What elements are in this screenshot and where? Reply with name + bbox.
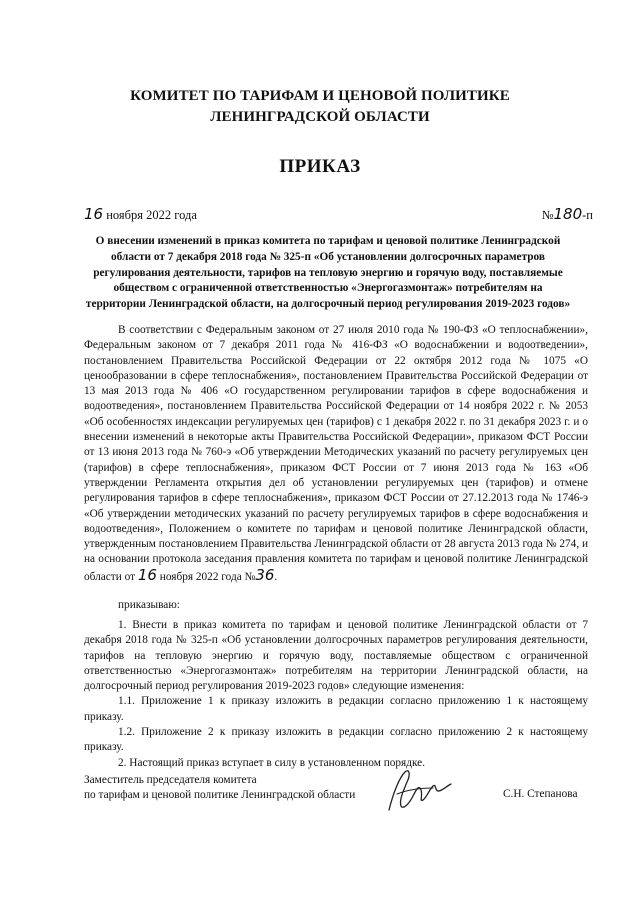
decree-word: приказываю: bbox=[118, 599, 180, 611]
org-name-line2: ЛЕНИНГРАДСКОЙ ОБЛАСТИ bbox=[210, 109, 430, 125]
handwritten-signature bbox=[383, 764, 455, 816]
document-number bbox=[542, 205, 593, 223]
signer-title-line2: по тарифам и ценовой политике Ленинградской области bbox=[84, 789, 356, 802]
preamble-end: . bbox=[274, 570, 278, 583]
signer-name: С.Н. Степанова bbox=[503, 788, 578, 800]
decree-item: 2. Настоящий приказ вступает в силу в установленном порядке. bbox=[118, 756, 426, 769]
number-suffix: -п bbox=[582, 208, 593, 222]
document-date bbox=[84, 205, 197, 223]
document-type: ПРИКАЗ bbox=[279, 156, 361, 177]
date-rest: ноября 2022 года bbox=[103, 208, 197, 222]
signer-title bbox=[84, 773, 355, 804]
handwritten-date-day: 16 bbox=[84, 205, 104, 223]
decree-items bbox=[84, 618, 588, 771]
preamble-protocol-middle: ноября 2022 года № bbox=[156, 570, 256, 583]
handwritten-protocol-day: 16 bbox=[137, 565, 157, 584]
decree-item: 1.2. Приложение 2 к приказу изложить в редакции согласно приложению 2 к настоящему приказу. bbox=[84, 726, 588, 754]
handwritten-number: 180 bbox=[553, 205, 583, 223]
preamble-text: В соответствии с Федеральным законом от 27 июля 2010 года № 190-ФЗ «О теплоснабжении», Федеральным законом от 7 декабря 2011 года № 416-ФЗ «О водоснабжении и водоотведении», постановлением Правительства Российской Федерации от 22 октября 2012 года № 1075 «О ценообразовании в сфере теплоснабжения», постановлением Правительства Российской Федерации от 13 мая 2013 года № 406 «О государственном регулировании тарифов в сфере водоснабжения и водоотведения», постановлением Правительства Российской Федерации от 14 ноября 2022 г. № 2053 «Об особенностях индексации регулируемых цен (тарифов) с 1 декабря 2022 г. по 31 декабря 2023 г. и о внесении изменений в некоторые акты Правительства Российской Федерации», приказом ФСТ России от 13 июня 2013 года № 760-э «Об утверждении Методических указаний по расчету регулируемых цен (тарифов) в сфере теплоснабжения», приказом ФСТ России от 7 июня 2013 года № 163 «Об утверждении Регламента открытия дел об установлении регулируемых цен (тарифов) и отмене регулирования тарифов в сфере теплоснабжения», приказом ФСТ России от 27.12.2013 года № 1746-э «Об утверждении методических указаний по расчету регулируемых тарифов в сфере водоснабжения и водоотведения», Положением о комитете по тарифам и ценовой политике Ленинградской области, утвержденным постановлением Правительства Ленинградской области от 28 августа 2013 года № 274, и на основании протокола заседания правления комитета по тарифам и ценовой политике Ленинградской области от bbox=[84, 324, 589, 583]
org-name-line1: КОМИТЕТ ПО ТАРИФАМ И ЦЕНОВОЙ ПОЛИТИКЕ bbox=[130, 88, 510, 104]
handwritten-protocol-number: 36 bbox=[255, 565, 275, 584]
preamble bbox=[84, 323, 588, 585]
decree-item: 1.1. Приложение 1 к приказу изложить в редакции согласно приложению 1 к настоящему приказу. bbox=[84, 695, 588, 723]
signer-title-line1: Заместитель председателя комитета bbox=[84, 774, 257, 786]
decree-item: 1. Внести в приказ комитета по тарифам и ценовой политике Ленинградской области от 7 декабря 2018 года № 325-п «Об установлении долгосрочных параметров регулирования деятельности, тарифов на тепловую энергию и горячую воду, поставляемые обществом с ограниченной ответственностью «Энергогазмонтаж» потребителям на территории Ленинградской области, на долгосрочный период регулирования 2019-2023 годов» следующие изменения: bbox=[84, 619, 588, 693]
number-prefix: № bbox=[541, 208, 554, 222]
document-title: О внесении изменений в приказ комитета по тарифам и ценовой политике Ленинградской области от 7 декабря 2018 года № 325-п «Об установлении долгосрочных параметров регулирования деятельности, тарифов на тепловую энергию и горячую воду, поставляемые обществом с ограниченной ответственностью «Энергогазмонтаж» потребителям на территории Ленинградской области, на долгосрочный период регулирования 2019-2023 годов» bbox=[85, 235, 571, 311]
preamble-paragraph bbox=[84, 323, 588, 585]
